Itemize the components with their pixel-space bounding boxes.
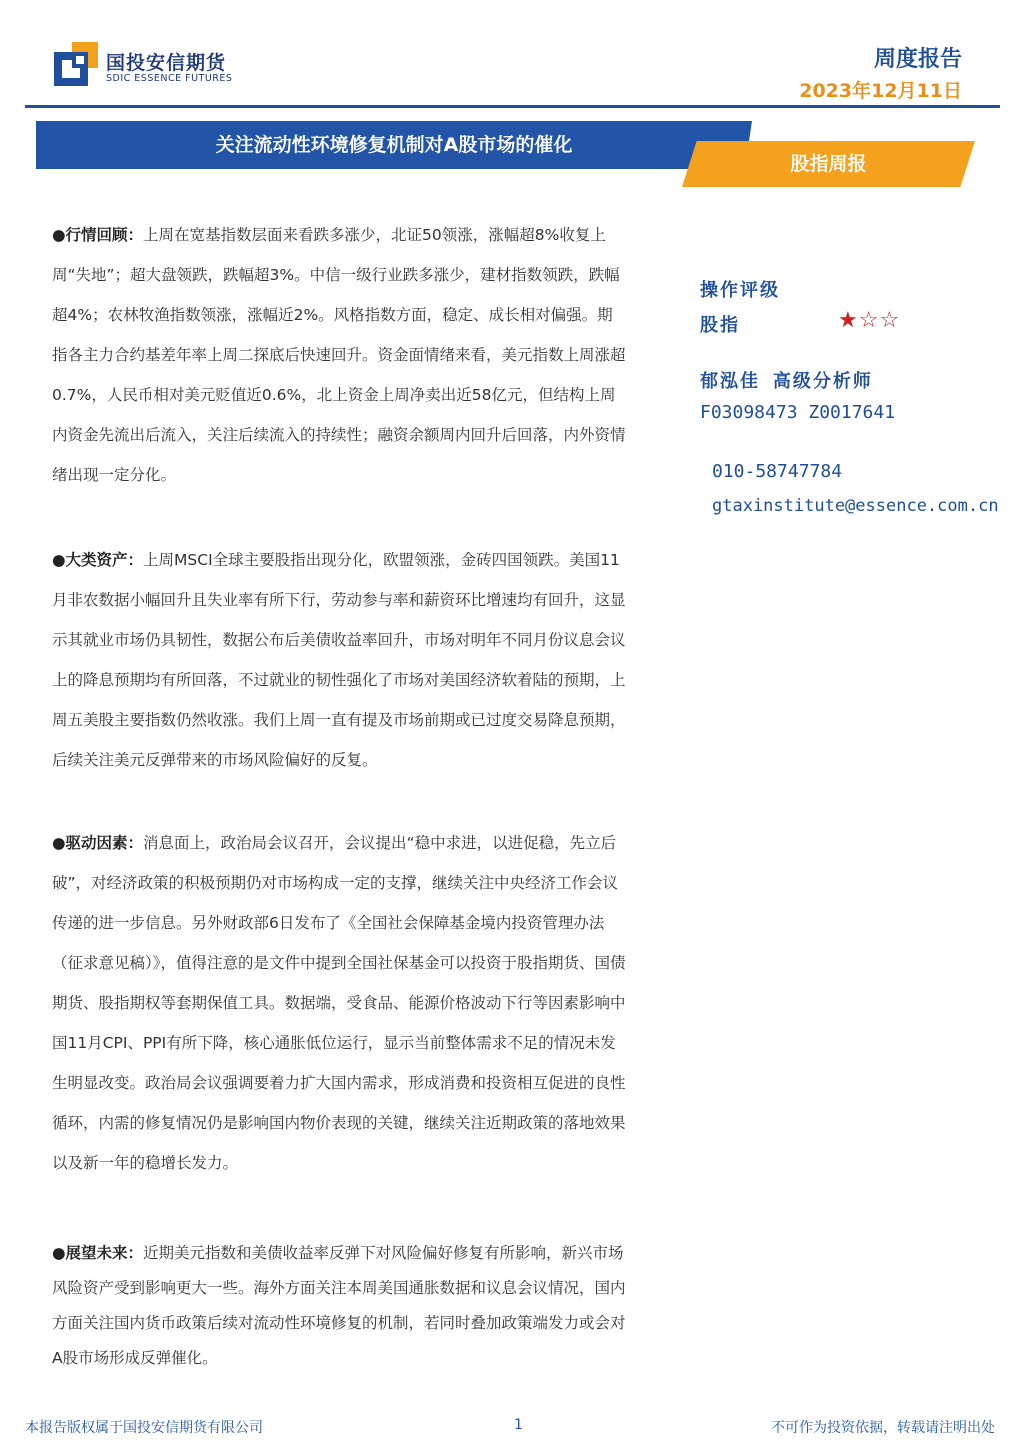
report-category: 股指周报	[790, 153, 867, 175]
report-title: 关注流动性环境修复机制对A股市场的催化	[215, 134, 573, 156]
logo-text-cn: 国投安信期货	[106, 52, 227, 74]
rating-stars-icon: ★☆☆	[838, 308, 901, 333]
header-divider	[25, 105, 1000, 108]
section-heading: ●展望未来：	[52, 1244, 144, 1262]
footer-disclaimer: 不可作为投资依据，转载请注明出处	[771, 1420, 995, 1436]
analyst-name: 郁泓佳 高级分析师	[700, 371, 873, 392]
section-text: 上周在宽基指数层面来看跌多涨少，北证50领涨，涨幅超8%收复上周“失地”；超大盘领跌，跌幅超3%。中信一级行业跌多涨少，建材指数领跌，跌幅超4%；农林牧渔指数领涨，涨幅近2%。风格指数方面，稳定、成长相对偏强。期指各主力合约基差年率上周二探底后快速回升。资金面情绪来看，美元指数上周涨超0.7%，人民币相对美元贬值近0.6%，北上资金上周净卖出近58亿元，但结构上周内资金先流出后流入，关注后续流入的持续性；融资余额周内回升后回落，内外资情绪出现一定分化。	[52, 226, 626, 484]
footer-copyright: 本报告版权属于国投安信期货有限公司	[25, 1420, 263, 1436]
report-type: 周度报告	[873, 47, 962, 72]
section-text: 上周MSCI全球主要股指出现分化，欧盟领涨，金砖四国领跌。美国11月非农数据小幅回升且失业率有所下行，劳动参与率和薪资环比增速均有回升，这显示其就业市场仍具韧性，数据公布后美债收益率回升，市场对明年不同月份议息会议上的降息预期均有所回落，不过就业的韧性强化了市场对美国经济软着陆的预期，上周五美股主要指数仍然收涨。我们上周一直有提及市场前期或已过度交易降息预期，后续关注美元反弹带来的市场风险偏好的反复。	[52, 551, 626, 769]
company-logo	[54, 42, 234, 92]
logo-mark-icon	[54, 42, 98, 86]
section-text: 近期美元指数和美债收益率反弹下对风险偏好修复有所影响，新兴市场风险资产受到影响更大一些。海外方面关注本周美国通胀数据和议息会议情况，国内方面关注国内货币政策后续对流动性环境修复的机制，若同时叠加政策端发力或会对A股市场形成反弹催化。	[52, 1244, 626, 1367]
section-heading: ●驱动因素：	[52, 834, 144, 852]
section-text: 消息面上，政治局会议召开，会议提出“稳中求进，以进促稳，先立后破”，对经济政策的积极预期仍对市场构成一定的支撑，继续关注中央经济工作会议传递的进一步信息。另外财政部6日发布了《全国社会保障基金境内投资管理办法（征求意见稿）》，值得注意的是文件中提到全国社保基金可以投资于股指期货、国债期货、股指期权等套期保值工具。数据端，受食品、能源价格波动下行等因素影响中国11月CPI、PPI有所下降，核心通胀低位运行，显示当前整体需求不足的情况未发生明显改变。政治局会议强调要着力扩大国内需求，形成消费和投资相互促进的良性循环，内需的修复情况仍是影响国内物价表现的关键，继续关注近期政策的落地效果以及新一年的稳增长发力。	[52, 834, 626, 1172]
analyst-license: F03098473 Z0017641	[700, 402, 896, 423]
contact-email[interactable]: gtaxinstitute@essence.com.cn	[712, 496, 999, 516]
rating-title: 操作评级	[700, 280, 780, 301]
section-market-review	[52, 215, 627, 495]
page-number: 1	[514, 1417, 523, 1433]
report-date: 2023年12月11日	[799, 80, 962, 102]
logo-text-en: SDIC ESSENCE FUTURES	[106, 73, 233, 84]
rating-item: 股指	[700, 315, 740, 336]
section-major-assets	[52, 540, 627, 780]
section-outlook	[52, 1236, 627, 1376]
section-heading: ●大类资产：	[52, 551, 144, 569]
contact-phone: 010-58747784	[712, 461, 843, 482]
section-drivers	[52, 823, 627, 1183]
section-heading: ●行情回顾：	[52, 226, 144, 244]
